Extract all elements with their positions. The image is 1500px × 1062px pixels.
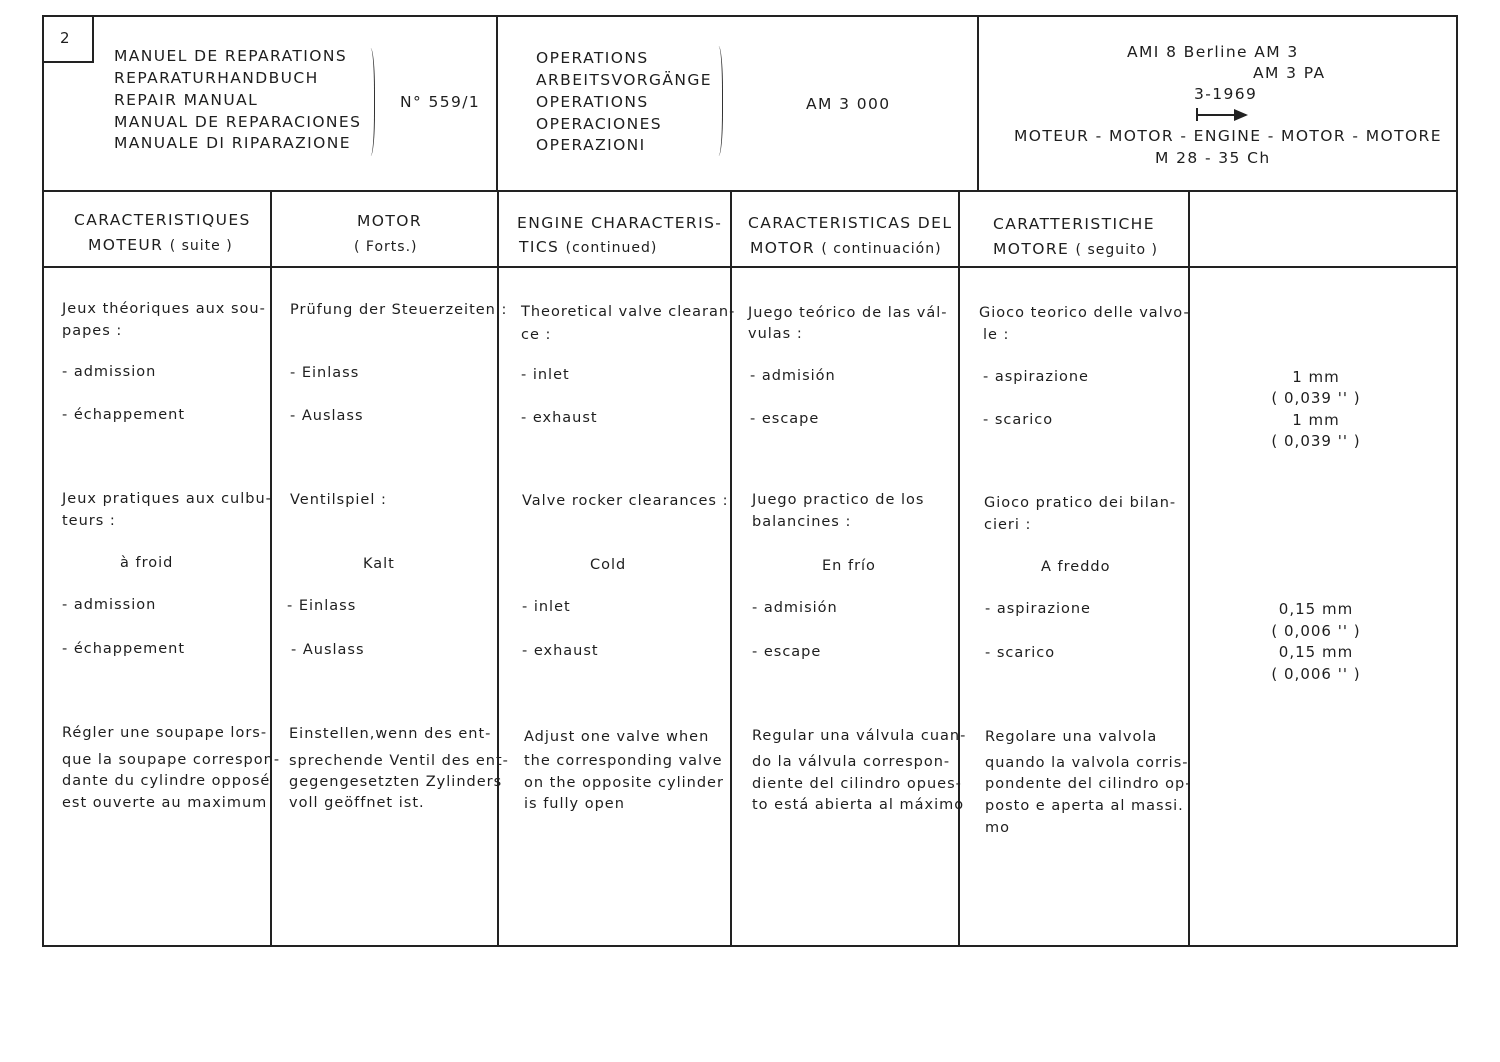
page-number: 2 <box>60 29 71 47</box>
col4-adjust-3: diente del cilindro opues- <box>752 776 962 792</box>
col5-heading2: MOTORE ( seguito ) <box>993 240 1158 258</box>
col2-admission: - Einlass <box>290 365 360 381</box>
operation-title-fr: OPERATIONS <box>536 49 649 67</box>
manual-title-fr: MANUEL DE REPARATIONS <box>114 47 348 65</box>
col3-adjust-4: is fully open <box>524 796 625 812</box>
col5-adjust-1: Regolare una valvola <box>985 729 1158 745</box>
col3-exhaust2: - exhaust <box>522 643 599 659</box>
col4-cold: En frío <box>822 558 876 574</box>
vehicle-model-line1: AMI 8 Berline AM 3 <box>1127 43 1299 61</box>
col3-exhaust: - exhaust <box>521 410 598 426</box>
col3-adjust-1: Adjust one valve when <box>524 729 710 745</box>
col2-practical-title-1: Ventilspiel : <box>290 492 387 508</box>
operation-title-it: OPERAZIONI <box>536 136 646 154</box>
col3-heading2: TICS (continued) <box>519 238 658 256</box>
col4-adjust-1: Regular una válvula cuan- <box>752 728 967 744</box>
col5-exhaust: - scarico <box>983 412 1054 428</box>
col3-admission2: - inlet <box>522 599 571 615</box>
col2-admission2: - Einlass <box>287 598 357 614</box>
col5-cold: A freddo <box>1041 559 1111 575</box>
header-bottom-rule <box>42 190 1458 192</box>
col5-admission: - aspirazione <box>983 369 1089 385</box>
col4-heading2: MOTOR ( continuación) <box>750 239 942 257</box>
col4-adjust-4: to está abierta al máximo <box>752 797 965 813</box>
col5-adjust-5: mo <box>985 820 1010 836</box>
col1-admission2: - admission <box>62 597 157 613</box>
col5-adjust-2: quando la valvola corris- <box>985 755 1189 771</box>
manual-title-de: REPARATURHANDBUCH <box>114 69 319 87</box>
col5-admission2: - aspirazione <box>985 601 1091 617</box>
col4-exhaust: - escape <box>750 411 820 427</box>
vehicle-model-line2: AM 3 PA <box>1253 64 1326 82</box>
col4-theoretical-title-2: vulas : <box>748 326 803 342</box>
col3-sub: (continued) <box>565 240 658 256</box>
operation-code: AM 3 000 <box>806 95 891 113</box>
practical-inlet-in: ( 0,006 '' ) <box>1271 622 1361 640</box>
manual-title-it: MANUALE DI RIPARAZIONE <box>114 134 351 152</box>
brace-operations <box>712 46 723 156</box>
vehicle-date: 3-1969 <box>1194 85 1258 103</box>
col5-heading: CARATTERISTICHE <box>993 215 1155 233</box>
practical-inlet-mm: 0,15 mm <box>1278 600 1354 618</box>
col1-adjust-2: que la soupape correspon- <box>62 752 281 768</box>
col1-adjust-4: est ouverte au maximum <box>62 795 268 811</box>
header-divider-2 <box>977 15 979 191</box>
col3-practical-title-1: Valve rocker clearances : <box>522 493 729 509</box>
col5-practical-title-1: Gioco pratico dei bilan- <box>984 495 1177 511</box>
page-number-box <box>42 15 94 63</box>
col1-heading: CARACTERISTIQUES <box>74 211 251 229</box>
col3-heading: ENGINE CHARACTERIS- <box>517 214 723 232</box>
col2-exhaust: - Auslass <box>290 408 364 424</box>
col1-exhaust2: - échappement <box>62 641 186 657</box>
col2-adjust-4: voll geöffnet ist. <box>289 795 425 811</box>
col1-adjust-1: Régler une soupape lors- <box>62 725 268 741</box>
theoretical-inlet-mm: 1 mm <box>1292 368 1340 386</box>
col4-practical-title-2: balancines : <box>752 514 852 530</box>
section-title: MOTEUR - MOTOR - ENGINE - MOTOR - MOTORE <box>1014 127 1442 145</box>
col5-sub: ( seguito ) <box>1075 242 1158 258</box>
col2-adjust-1: Einstellen,wenn des ent- <box>289 726 492 742</box>
col4-admission: - admisión <box>750 368 836 384</box>
col3-adjust-2: the corresponding valve <box>524 753 723 769</box>
col2-sub: ( Forts.) <box>354 239 418 255</box>
col-divider-1 <box>270 190 272 947</box>
operation-title-en: OPERATIONS <box>536 93 649 111</box>
col5-practical-title-2: cieri : <box>984 517 1032 533</box>
brace-manual <box>364 48 375 156</box>
engine-type: M 28 - 35 Ch <box>1155 149 1271 167</box>
col1-heading2: MOTEUR ( suite ) <box>88 236 233 254</box>
col1-theoretical-title-1: Jeux théoriques aux sou- <box>62 301 266 317</box>
col5-adjust-3: pondente del cilindro op- <box>985 776 1192 792</box>
col1-sub: ( suite ) <box>169 238 233 254</box>
col2-theoretical-title-1: Prüfung der Steuerzeiten : <box>290 302 508 318</box>
col3-theoretical-title-1: Theoretical valve clearan- <box>521 304 736 320</box>
manual-number: N° 559/1 <box>400 93 481 111</box>
theoretical-inlet-in: ( 0,039 '' ) <box>1271 389 1361 407</box>
practical-exhaust-mm: 0,15 mm <box>1278 643 1354 661</box>
col2-exhaust2: - Auslass <box>291 642 365 658</box>
practical-exhaust-in: ( 0,006 '' ) <box>1271 665 1361 683</box>
col3-admission: - inlet <box>521 367 570 383</box>
col3-adjust-3: on the opposite cylinder <box>524 775 724 791</box>
col1-adjust-3: dante du cylindre opposé <box>62 773 271 789</box>
col1-cold: à froid <box>120 555 174 571</box>
col1-theoretical-title-2: papes : <box>62 323 123 339</box>
col5-adjust-4: posto e aperta al massi. <box>985 798 1184 814</box>
col5-theoretical-title-2: le : <box>983 327 1010 343</box>
operation-title-de: ARBEITSVORGÄNGE <box>536 71 712 89</box>
header-divider-1 <box>496 15 498 191</box>
col-divider-4 <box>958 190 960 947</box>
theoretical-exhaust-in: ( 0,039 '' ) <box>1271 432 1361 450</box>
col2-adjust-2: sprechende Ventil des ent- <box>289 753 509 769</box>
manual-title-en: REPAIR MANUAL <box>114 91 259 109</box>
col2-cold: Kalt <box>363 556 395 572</box>
arrow-head <box>1234 109 1248 121</box>
col5-theoretical-title-1: Gioco teorico delle valvo- <box>979 305 1190 321</box>
theoretical-exhaust-mm: 1 mm <box>1292 411 1340 429</box>
col3-cold: Cold <box>590 557 627 573</box>
col4-adjust-2: do la válvula correspon- <box>752 754 951 770</box>
colhead-bottom-rule <box>42 266 1458 268</box>
col1-exhaust: - échappement <box>62 407 186 423</box>
col5-exhaust2: - scarico <box>985 645 1056 661</box>
col4-theoretical-title-1: Juego teórico de las vál- <box>748 305 948 321</box>
col4-sub: ( continuación) <box>821 241 942 257</box>
manual-title-es: MANUAL DE REPARACIONES <box>114 113 362 131</box>
col4-admission2: - admisión <box>752 600 838 616</box>
col4-exhaust2: - escape <box>752 644 822 660</box>
col1-practical-title-2: teurs : <box>62 513 116 529</box>
col4-heading: CARACTERISTICAS DEL <box>748 214 953 232</box>
operation-title-es: OPERACIONES <box>536 115 663 133</box>
col4-practical-title-1: Juego practico de los <box>752 492 925 508</box>
col3-theoretical-title-2: ce : <box>521 327 552 343</box>
col2-adjust-3: gegengesetzten Zylinders <box>289 774 503 790</box>
col1-practical-title-1: Jeux pratiques aux culbu- <box>62 491 272 507</box>
col2-heading: MOTOR <box>357 212 423 230</box>
col1-admission: - admission <box>62 364 157 380</box>
